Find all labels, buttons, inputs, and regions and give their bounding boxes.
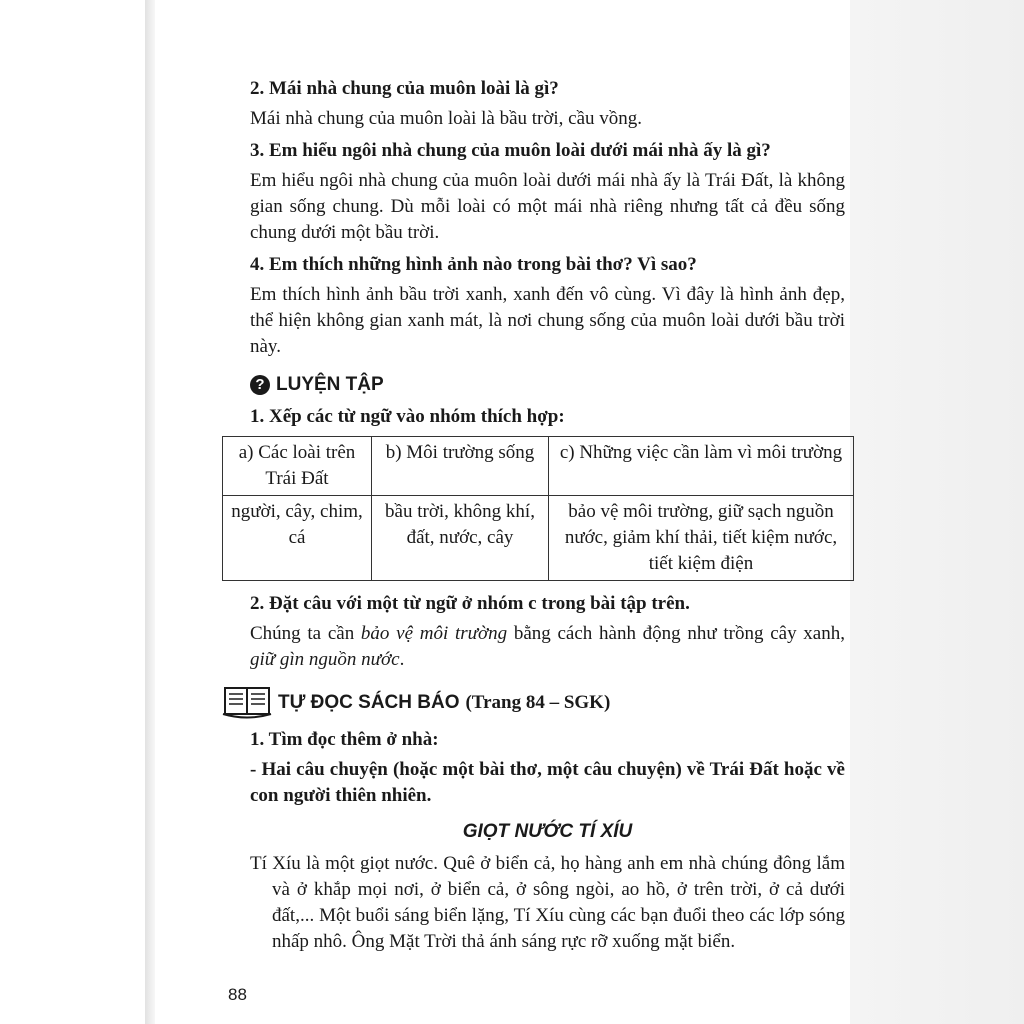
italic-text: giữ gìn nguồn nước [250,649,400,670]
table-cell: bảo vệ môi trường, giữ sạch nguồn nước, giảm khí thải, tiết kiệm nước, tiết kiệm điện [549,496,854,581]
table-header: a) Các loài trên Trái Đất [223,437,372,496]
reading-ref: (Trang 84 – SGK) [465,692,611,713]
table-header: b) Môi trường sống [372,437,549,496]
story-title: GIỌT NƯỚC TÍ XÍU [462,821,633,842]
exercise-2: 2. Đặt câu với một từ ngữ ở nhóm c trong bài tập trên. [250,593,690,614]
exercise-2-answer [250,621,845,673]
open-book-icon [222,685,272,721]
answer-4: Em thích hình ảnh bầu trời xanh, xanh đến vô cùng. Vì đây là hình ảnh đẹp, thể hiện không gian xanh mát, là nơi chung sống của muôn loài dưới bầu trời này. [250,284,845,357]
reading-item-1: 1. Tìm đọc thêm ở nhà: [250,729,439,750]
reading-item-1-detail: - Hai câu chuyện (hoặc một bài thơ, một câu chuyện) về Trái Đất hoặc về con người thiên nhiên. [250,759,845,806]
story-text: Tí Xíu là một giọt nước. Quê ở biển cả, họ hàng anh em nhà chúng đông lắm và ở khắp mọi nơi, ở biển cả, ở sông ngòi, ao hồ, ở trên trời, ở cả dưới đất,... Một buổi sáng biển lặng, Tí Xíu cùng các bạn đuổi theo các lớp sóng nhấp nhô. Ông Mặt Trời thả ánh sáng rực rỡ xuống mặt biển. [250,853,845,952]
table-cell: bầu trời, không khí, đất, nước, cây [372,496,549,581]
practice-heading [250,372,845,398]
question-3: 3. Em hiểu ngôi nhà chung của muôn loài dưới mái nhà ấy là gì? [250,140,771,161]
italic-text: bảo vệ môi trường [360,623,508,644]
question-circle-icon: ? [250,375,270,395]
exercise-1: 1. Xếp các từ ngữ vào nhóm thích hợp: [250,406,565,427]
page-content [231,70,845,959]
answer-3: Em hiểu ngôi nhà chung của muôn loài dưới mái nhà ấy là Trái Đất, là không gian sống chung. Dù mỗi loài có một mái nhà riêng nhưng tất cả đều sống chung dưới một bầu trời. [250,170,845,243]
text: bằng cách hành động như trồng cây xanh, [507,623,845,644]
table-cell: người, cây, chim, cá [223,496,372,581]
page-shadow [850,0,1024,1024]
reading-heading-text: TỰ ĐỌC SÁCH BÁO [278,692,460,713]
practice-heading-text: LUYỆN TẬP [276,374,384,395]
table-header: c) Những việc cần làm vì môi trường [549,437,854,496]
question-4: 4. Em thích những hình ảnh nào trong bài thơ? Vì sao? [250,254,697,275]
text: Chúng ta cần [250,623,361,644]
page-number: 88 [228,985,247,1004]
reading-heading [222,685,845,721]
question-2: 2. Mái nhà chung của muôn loài là gì? [250,78,559,99]
page-edge [145,0,155,1024]
answer-2: Mái nhà chung của muôn loài là bầu trời, cầu vồng. [250,108,643,129]
word-table [222,436,854,581]
text: . [399,649,405,670]
